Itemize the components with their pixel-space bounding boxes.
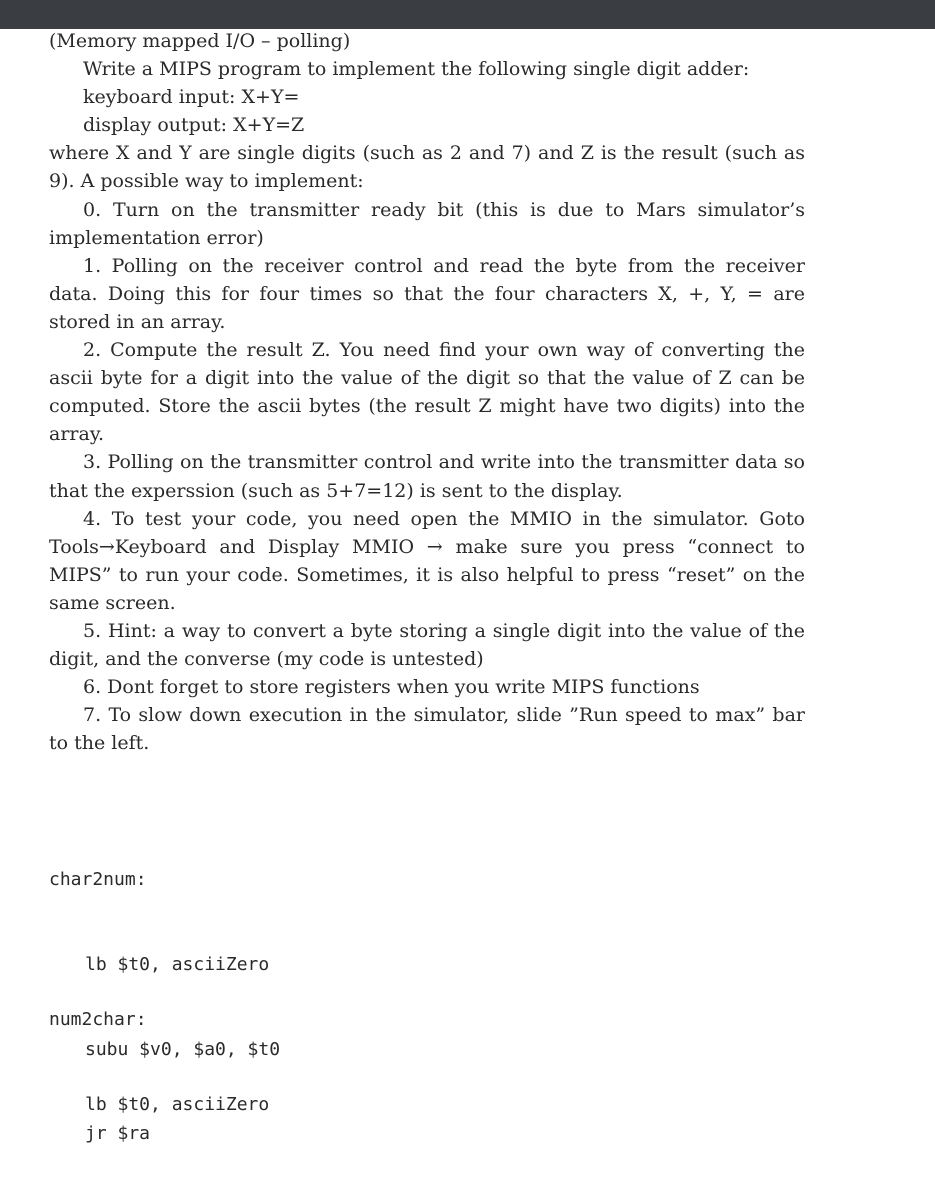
step-1: 1. Polling on the receiver control and read the byte from the receiver data. Doing this for four times so that the four characters X, +, Y, = are stored in an array. xyxy=(49,254,805,333)
keyboard-input-line: keyboard input: X+Y= xyxy=(83,86,300,109)
step-7: 7. To slow down execution in the simulator, slide ”Run speed to max” bar to the left. xyxy=(49,704,805,755)
section-heading: (Memory mapped I/O – polling) xyxy=(49,30,351,52)
code-label: char2num: xyxy=(49,869,147,891)
viewer-top-bar xyxy=(0,0,935,29)
code-line: jr $ra xyxy=(85,1123,151,1145)
code-line: lb $t0, asciiZero xyxy=(85,954,270,976)
code-line: subu $v0, $a0, $t0 xyxy=(85,1038,281,1060)
where-paragraph: where X and Y are single digits (such as 2 and 7) and Z is the result (such as 9). A possible way to implement: xyxy=(49,142,805,193)
intro-paragraph: Write a MIPS program to implement the following single digit adder: xyxy=(83,58,750,81)
code-label: num2char: xyxy=(49,1009,147,1031)
step-2: 2. Compute the result Z. You need find your own way of converting the ascii byte for a digit into the value of the digit so that the value of Z can be computed. Store the ascii bytes (the result Z might have two digits) into the array. xyxy=(49,339,805,446)
display-output-line: display output: X+Y=Z xyxy=(83,114,305,137)
problem-text xyxy=(49,27,805,757)
step-0: 0. Turn on the transmitter ready bit (this is due to Mars simulator’s implementation error) xyxy=(49,198,805,249)
code-line: lb $t0, asciiZero xyxy=(85,1094,270,1116)
step-4: 4. To test your code, you need open the MMIO in the simulator. Goto Tools→Keyboard and Display MMIO → make sure you press “connect to MIPS” to run your code. Sometimes, it is also helpful to press “reset” on the same screen. xyxy=(49,507,805,614)
num2char-code-block xyxy=(49,950,269,1147)
step-6: 6. Dont forget to store registers when you write MIPS functions xyxy=(83,676,700,699)
step-3: 3. Polling on the transmitter control and write into the transmitter data so that the experssion (such as 5+7=12) is sent to the display. xyxy=(49,451,805,502)
step-5: 5. Hint: a way to convert a byte storing a single digit into the value of the digit, and the converse (my code is untested) xyxy=(49,619,805,671)
